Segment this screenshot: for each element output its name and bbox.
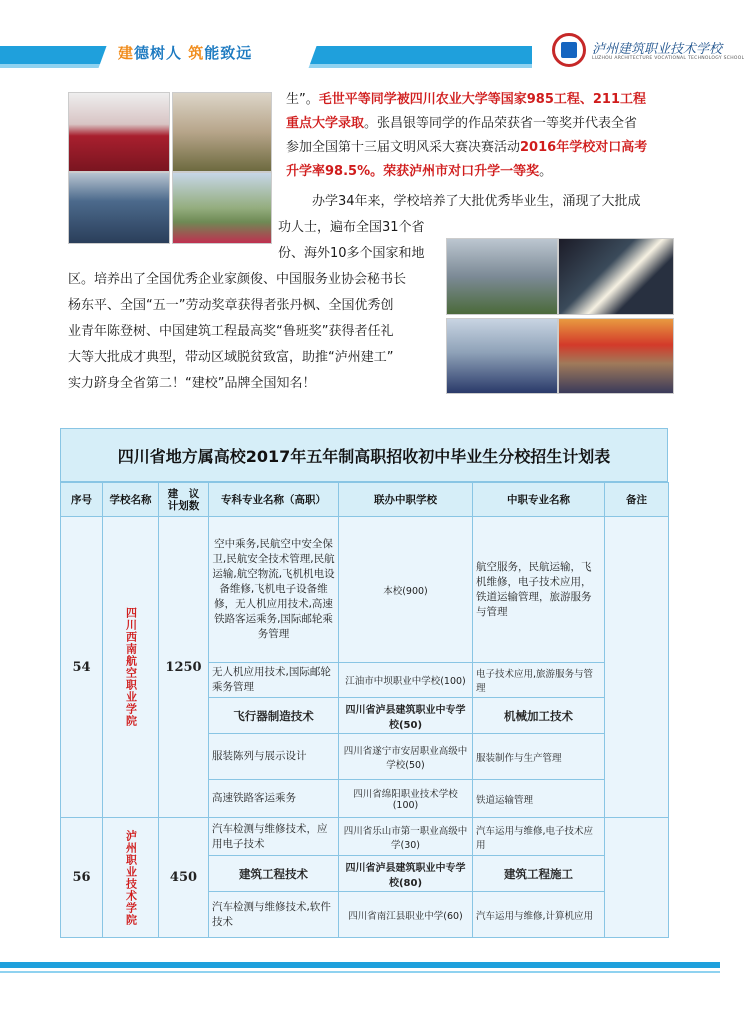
footer-bar [0,962,720,968]
body-line: 大等大批成才典型，带动区域脱贫致富，助推“泸州建工” [68,350,394,365]
body-line: 功人士，遍布全国31个省 [278,220,425,235]
joint-school-cell: 四川省泸县建筑职业中专学校(80) [339,856,473,892]
note-cell [605,818,669,938]
major-cell: 空中乘务,民航空中安全保卫,民航安全技术管理,民航运输,航空物流,飞机机电设备维修,飞机电子设备维修，无人机应用技术,高速铁路客运乘务,国际邮轮乘务管理 [209,517,339,663]
major-cell: 汽车检测与维修技术，应用电子技术 [209,818,339,856]
joint-school-cell: 本校(900) [339,517,473,663]
school-cell: 泸州职业技术学院 [103,818,159,938]
table-row [61,517,669,663]
header-mid-major: 中职专业名称 [473,483,605,517]
header-school: 学校名称 [103,483,159,517]
body-line: 生”。毛世平等同学被四川农业大学等国家985工程、211工程 [286,92,647,107]
major-cell: 高速铁路客运乘务 [209,780,339,818]
major-cell: 服装陈列与展示设计 [209,734,339,780]
note-cell [605,517,669,818]
header-plan: 建 议 计划数 [159,483,209,517]
mid-major-cell: 服装制作与生产管理 [473,734,605,780]
body-line: 份、海外10多个国家和地 [278,246,425,261]
body-line: 实力跻身全省第二！“建校”品牌全国知名！ [68,376,316,391]
joint-school-cell: 四川省南江县职业中学(60) [339,892,473,938]
seq-cell: 54 [61,517,103,818]
body-line: 杨东平、全国“五一”劳动奖章获得者张丹枫、全国优秀创 [68,298,394,313]
school-logo-icon [552,33,586,67]
header-joint-school: 联办中职学校 [339,483,473,517]
joint-school-cell: 四川省遂宁市安居职业高级中学校(50) [339,734,473,780]
mid-major-cell: 机械加工技术 [473,698,605,734]
footer-bar-stripe [0,971,720,973]
plan-cell: 450 [159,818,209,938]
table-header-row [61,483,669,517]
photo-parade-ground [446,238,558,315]
joint-school-cell: 江油市中坝职业中学校(100) [339,663,473,698]
header-major: 专科专业名称（高职） [209,483,339,517]
seq-cell: 56 [61,818,103,938]
major-cell: 飞行器制造技术 [209,698,339,734]
body-line: 业青年陈登树、中国建筑工程最高奖“鲁班奖”获得者任礼 [68,324,394,339]
mid-major-cell: 航空服务，民航运输，飞机维修，电子技术应用，铁道运输管理，旅游服务与管理 [473,517,605,663]
school-name: 泸州建筑职业技术学校 [592,42,723,57]
mid-major-cell: 建筑工程施工 [473,856,605,892]
photo-model-exhibit [172,92,272,172]
enrollment-plan-table [60,482,669,938]
mid-major-cell: 电子技术应用,旅游服务与管理 [473,663,605,698]
table-row [61,818,669,856]
major-cell: 无人机应用技术,国际邮轮乘务管理 [209,663,339,698]
header-seq: 序号 [61,483,103,517]
joint-school-cell: 四川省绵阳职业技术学校(100) [339,780,473,818]
mid-major-cell: 汽车运用与维修,电子技术应用 [473,818,605,856]
photo-welding [558,238,674,315]
header-slogan: 建德树人 筑能致远 [118,44,253,62]
major-cell: 汽车检测与维修技术,软件技术 [209,892,339,938]
body-line: 升学率98.5%。荣获泸州市对口升学一等奖。 [286,164,553,179]
mid-major-cell: 铁道运输管理 [473,780,605,818]
photo-dance-class [446,318,558,394]
photo-ceremony [558,318,674,394]
photo-campus-event [172,172,272,244]
plan-cell: 1250 [159,517,209,818]
joint-school-cell: 四川省泸县建筑职业中专学校(50) [339,698,473,734]
body-line: 区。培养出了全国优秀企业家颜俊、中国服务业协会秘书长 [68,272,407,287]
table-title: 四川省地方属高校2017年五年制高职招收初中毕业生分校招生计划表 [60,428,668,482]
photo-flight-attendants [68,92,170,172]
body-line: 办学34年来，学校培养了大批优秀毕业生，涌现了大批成 [312,194,641,209]
body-line: 重点大学录取。张昌银等同学的作品荣获省一等奖并代表全省 [286,116,638,131]
body-line: 参加全国第十三届文明风采大赛决赛活动2016年学校对口高考 [286,140,648,155]
photo-computer-lab [68,172,170,244]
mid-major-cell: 汽车运用与维修,计算机应用 [473,892,605,938]
joint-school-cell: 四川省乐山市第一职业高级中学(30) [339,818,473,856]
header-note: 备注 [605,483,669,517]
school-name-en: LUZHOU ARCHITECTURE VOCATIONAL TECHNOLOGY SCHOOL [592,56,744,61]
school-cell: 四川西南航空职业学院 [103,517,159,818]
major-cell: 建筑工程技术 [209,856,339,892]
